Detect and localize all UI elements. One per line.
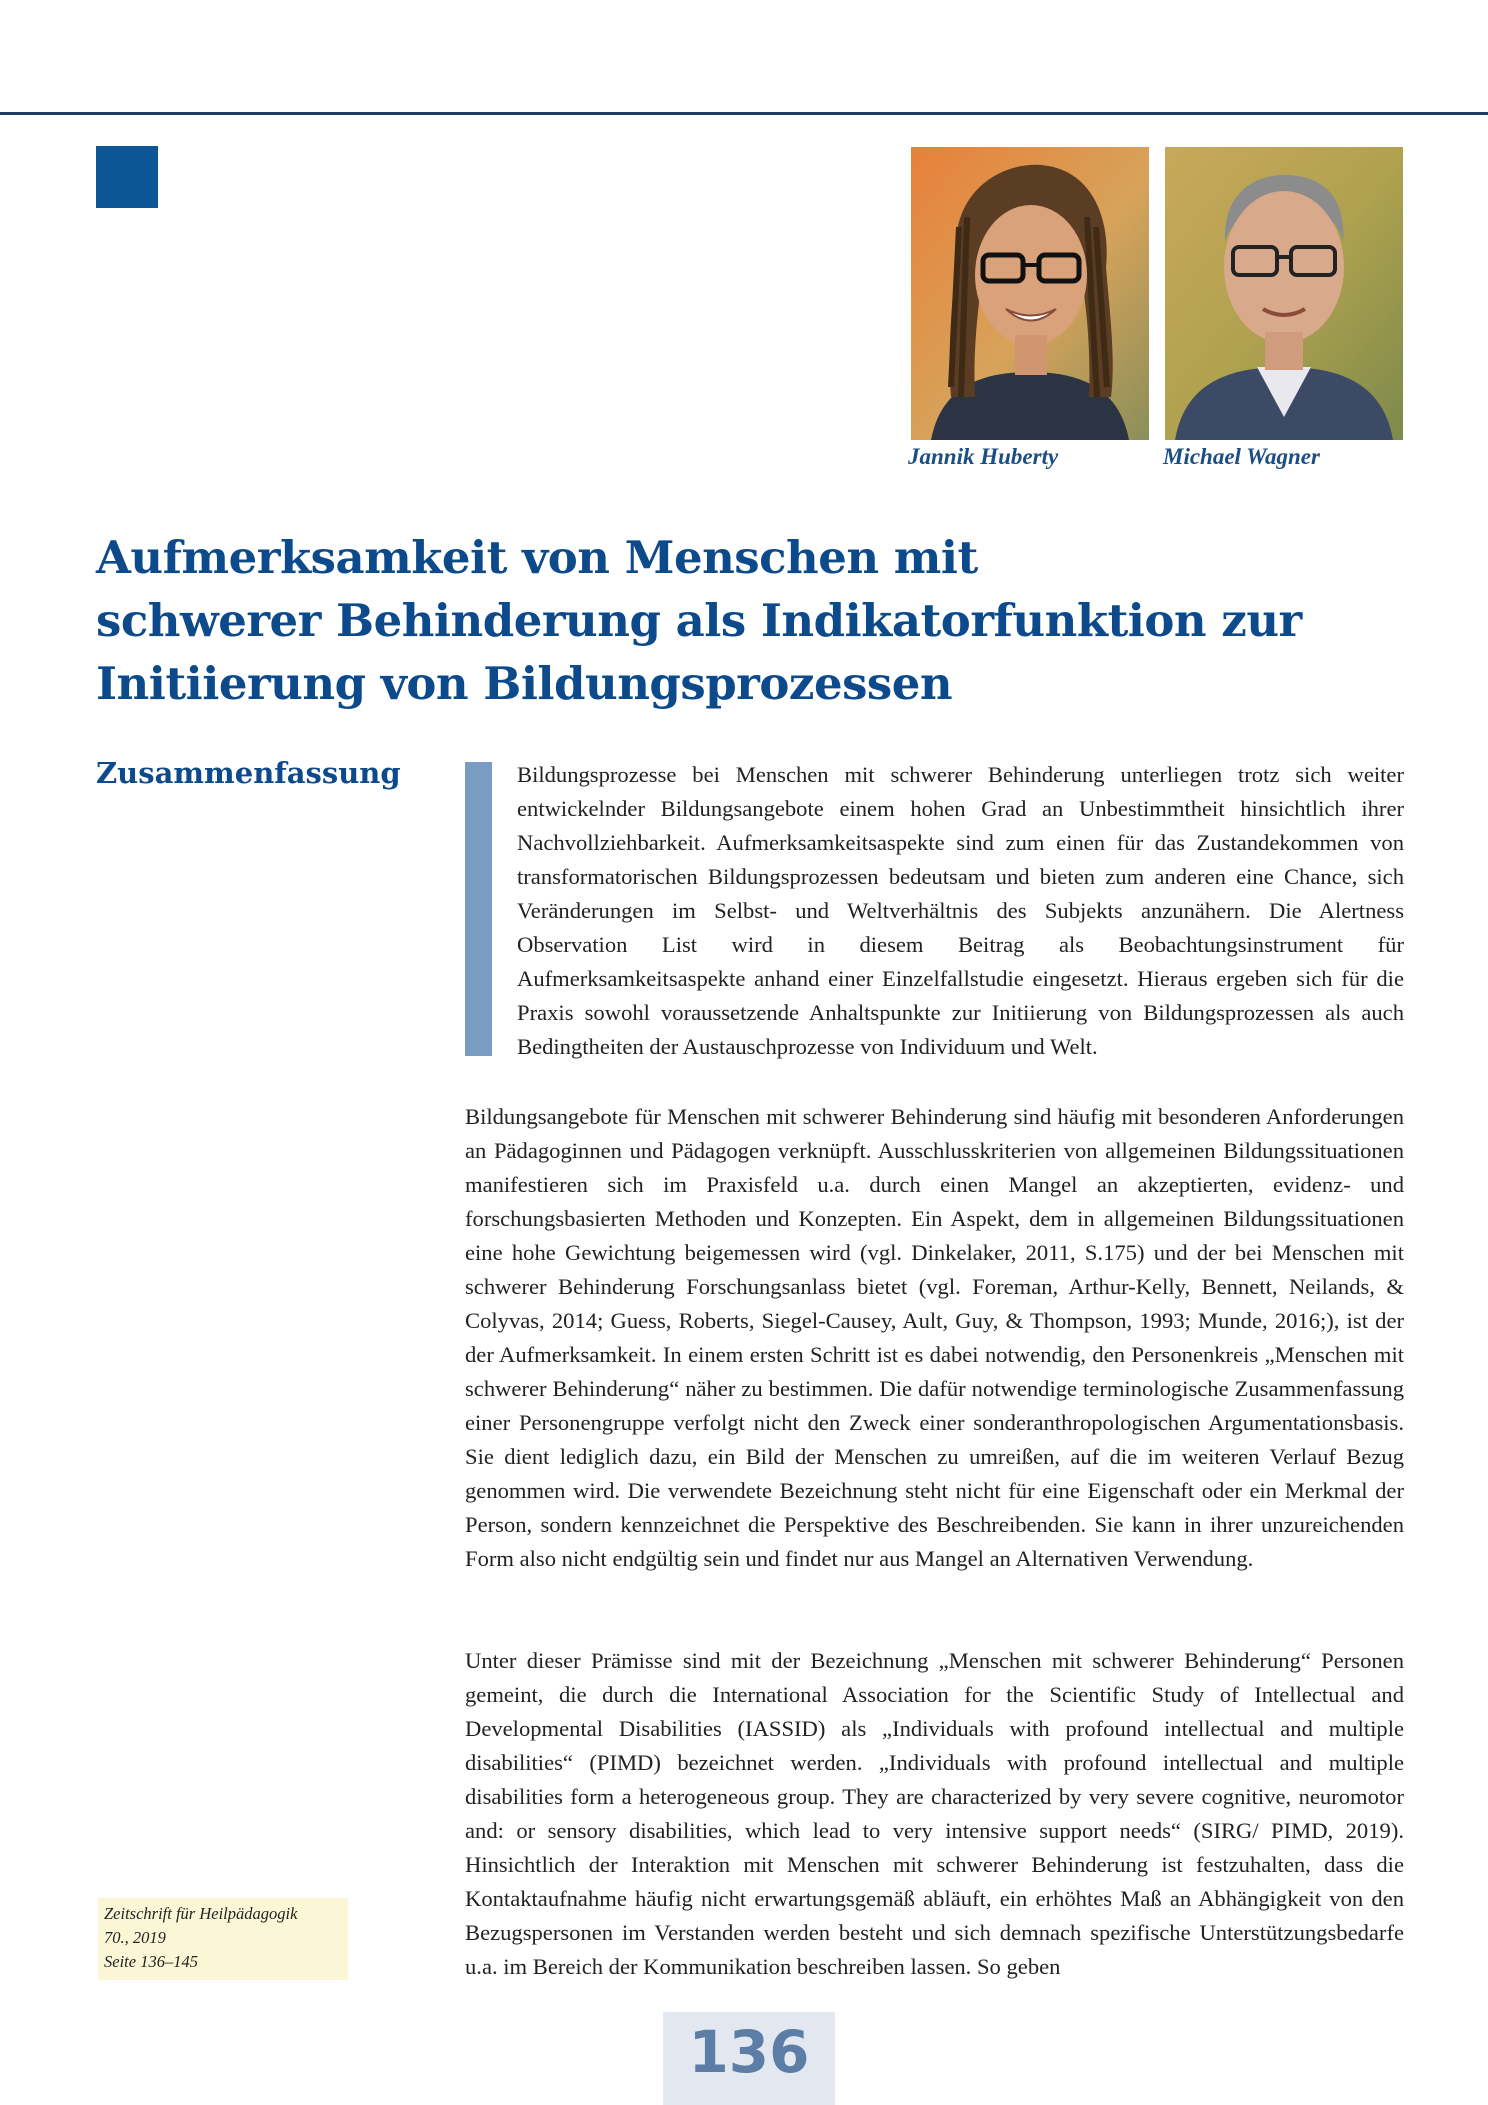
journal-volume: 70., 2019 (104, 1928, 166, 1947)
journal-pages: Seite 136–145 (104, 1952, 198, 1971)
abstract-heading: Zusammenfassung (96, 756, 401, 790)
title-line: schwerer Behinderung als Indikatorfunktion zur (96, 594, 1302, 647)
author-photo-michael-wagner (1165, 147, 1403, 440)
body-paragraph: Unter dieser Prämisse sind mit der Bezeichnung „Menschen mit schwerer Behinderung“ Personen gemeint, die durch die International Association for the Scientific Study of Intellectual and Developmental Disabilities (IASSID) als „Individuals with profound intellectual and multiple disabilities“ (PIMD) bezeichnet werden. „Individuals with profound intellectual and multiple disabilities form a heterogeneous group. They are characterized by very severe cognitive, neuromotor and: or sensory disabilities, which lead to very intensive support needs“ (SIRG/ PIMD, 2019). Hinsichtlich der Interaktion mit Menschen mit schwerer Behinderung ist festzuhalten, dass die Kontaktaufnahme häufig nicht erwartungsgemäß abläuft, ein erhöhtes Maß an Abhängigkeit von den Bezugspersonen im Verstanden werden besteht und sich demnach spezifische Unterstützungsbedarfe u.a. im Bereich der Kommunikation beschreiben lassen. So geben (465, 1648, 1404, 1979)
title-line: Aufmerksamkeit von Menschen mit (96, 531, 978, 584)
journal-name: Zeitschrift für Heilpädagogik (104, 1904, 298, 1923)
abstract-accent-bar (465, 762, 492, 1056)
section-marker-square (96, 146, 158, 208)
body-paragraph: Bildungsangebote für Menschen mit schwerer Behinderung sind häufig mit besonderen Anforderungen an Pädagoginnen und Pädagogen verknüpft. Ausschlusskriterien von allgemeinen Bildungssituationen manifestieren sich im Praxisfeld u.a. durch einen Mangel an akzeptierten, evidenz- und forschungsbasierten Methoden und Konzepten. Ein Aspekt, dem in allgemeinen Bildungssituationen eine hohe Gewichtung beigemessen wird (vgl. Dinkelaker, 2011, S.175) und der bei Menschen mit schwerer Behinderung Forschungsanlass bietet (vgl. Foreman, Arthur-Kelly, Bennett, Neilands, & Colyvas, 2014; Guess, Roberts, Siegel-Causey, Ault, Guy, & Thompson, 1993; Munde, 2016;), ist der der Aufmerksamkeit. In einem ersten Schritt ist es dabei notwendig, den Personenkreis „Menschen mit schwerer Behinderung“ näher zu bestimmen. Die dafür notwendige terminologische Zusammenfassung einer Personengruppe verfolgt nicht den Zweck einer sonderanthropologischen Argumentationsbasis. Sie dient lediglich dazu, ein Bild der Menschen zu umreißen, auf die im weiteren Verlauf Bezug genommen wird. Die verwendete Bezeichnung steht nicht für eine Eigenschaft oder ein Merkmal der Person, sondern kennzeichnet die Perspektive des Beschreibenden. Sie kann in ihrer unzureichenden Form also nicht endgültig sein und findet nur aus Mangel an Alternativen Verwendung. (465, 1104, 1404, 1571)
author-caption: Jannik Huberty (908, 444, 1059, 469)
author-caption: Michael Wagner (1163, 444, 1320, 469)
page-number: 136 (663, 2012, 835, 2105)
title-line: Initiierung von Bildungsprozessen (96, 657, 953, 710)
article-title (96, 526, 1302, 715)
author-photo-jannik-huberty (911, 147, 1149, 440)
header-rule (0, 112, 1488, 115)
abstract-text: Bildungsprozesse bei Menschen mit schwerer Behinderung unterliegen trotz sich weiter entwickelnder Bildungsangebote einem hohen Grad an Unbestimmtheit hinsichtlich ihrer Nachvollziehbarkeit. Aufmerksamkeitsaspekte sind zum einen für das Zustandekommen von transformatorischen Bildungsprozessen bedeutsam und bieten zum anderen eine Chance, sich Veränderungen im Selbst- und Weltverhältnis des Subjekts anzunähern. Die Alertness Observation List wird in diesem Beitrag als Beobachtungsinstrument für Aufmerksamkeitsaspekte anhand einer Einzelfallstudie eingesetzt. Hieraus ergeben sich für die Praxis sowohl voraussetzende Anhaltspunkte zur Initiierung von Bildungsprozessen als auch Bedingtheiten der Austauschprozesse von Individuum und Welt. (517, 762, 1404, 1059)
journal-reference (98, 1898, 348, 1980)
